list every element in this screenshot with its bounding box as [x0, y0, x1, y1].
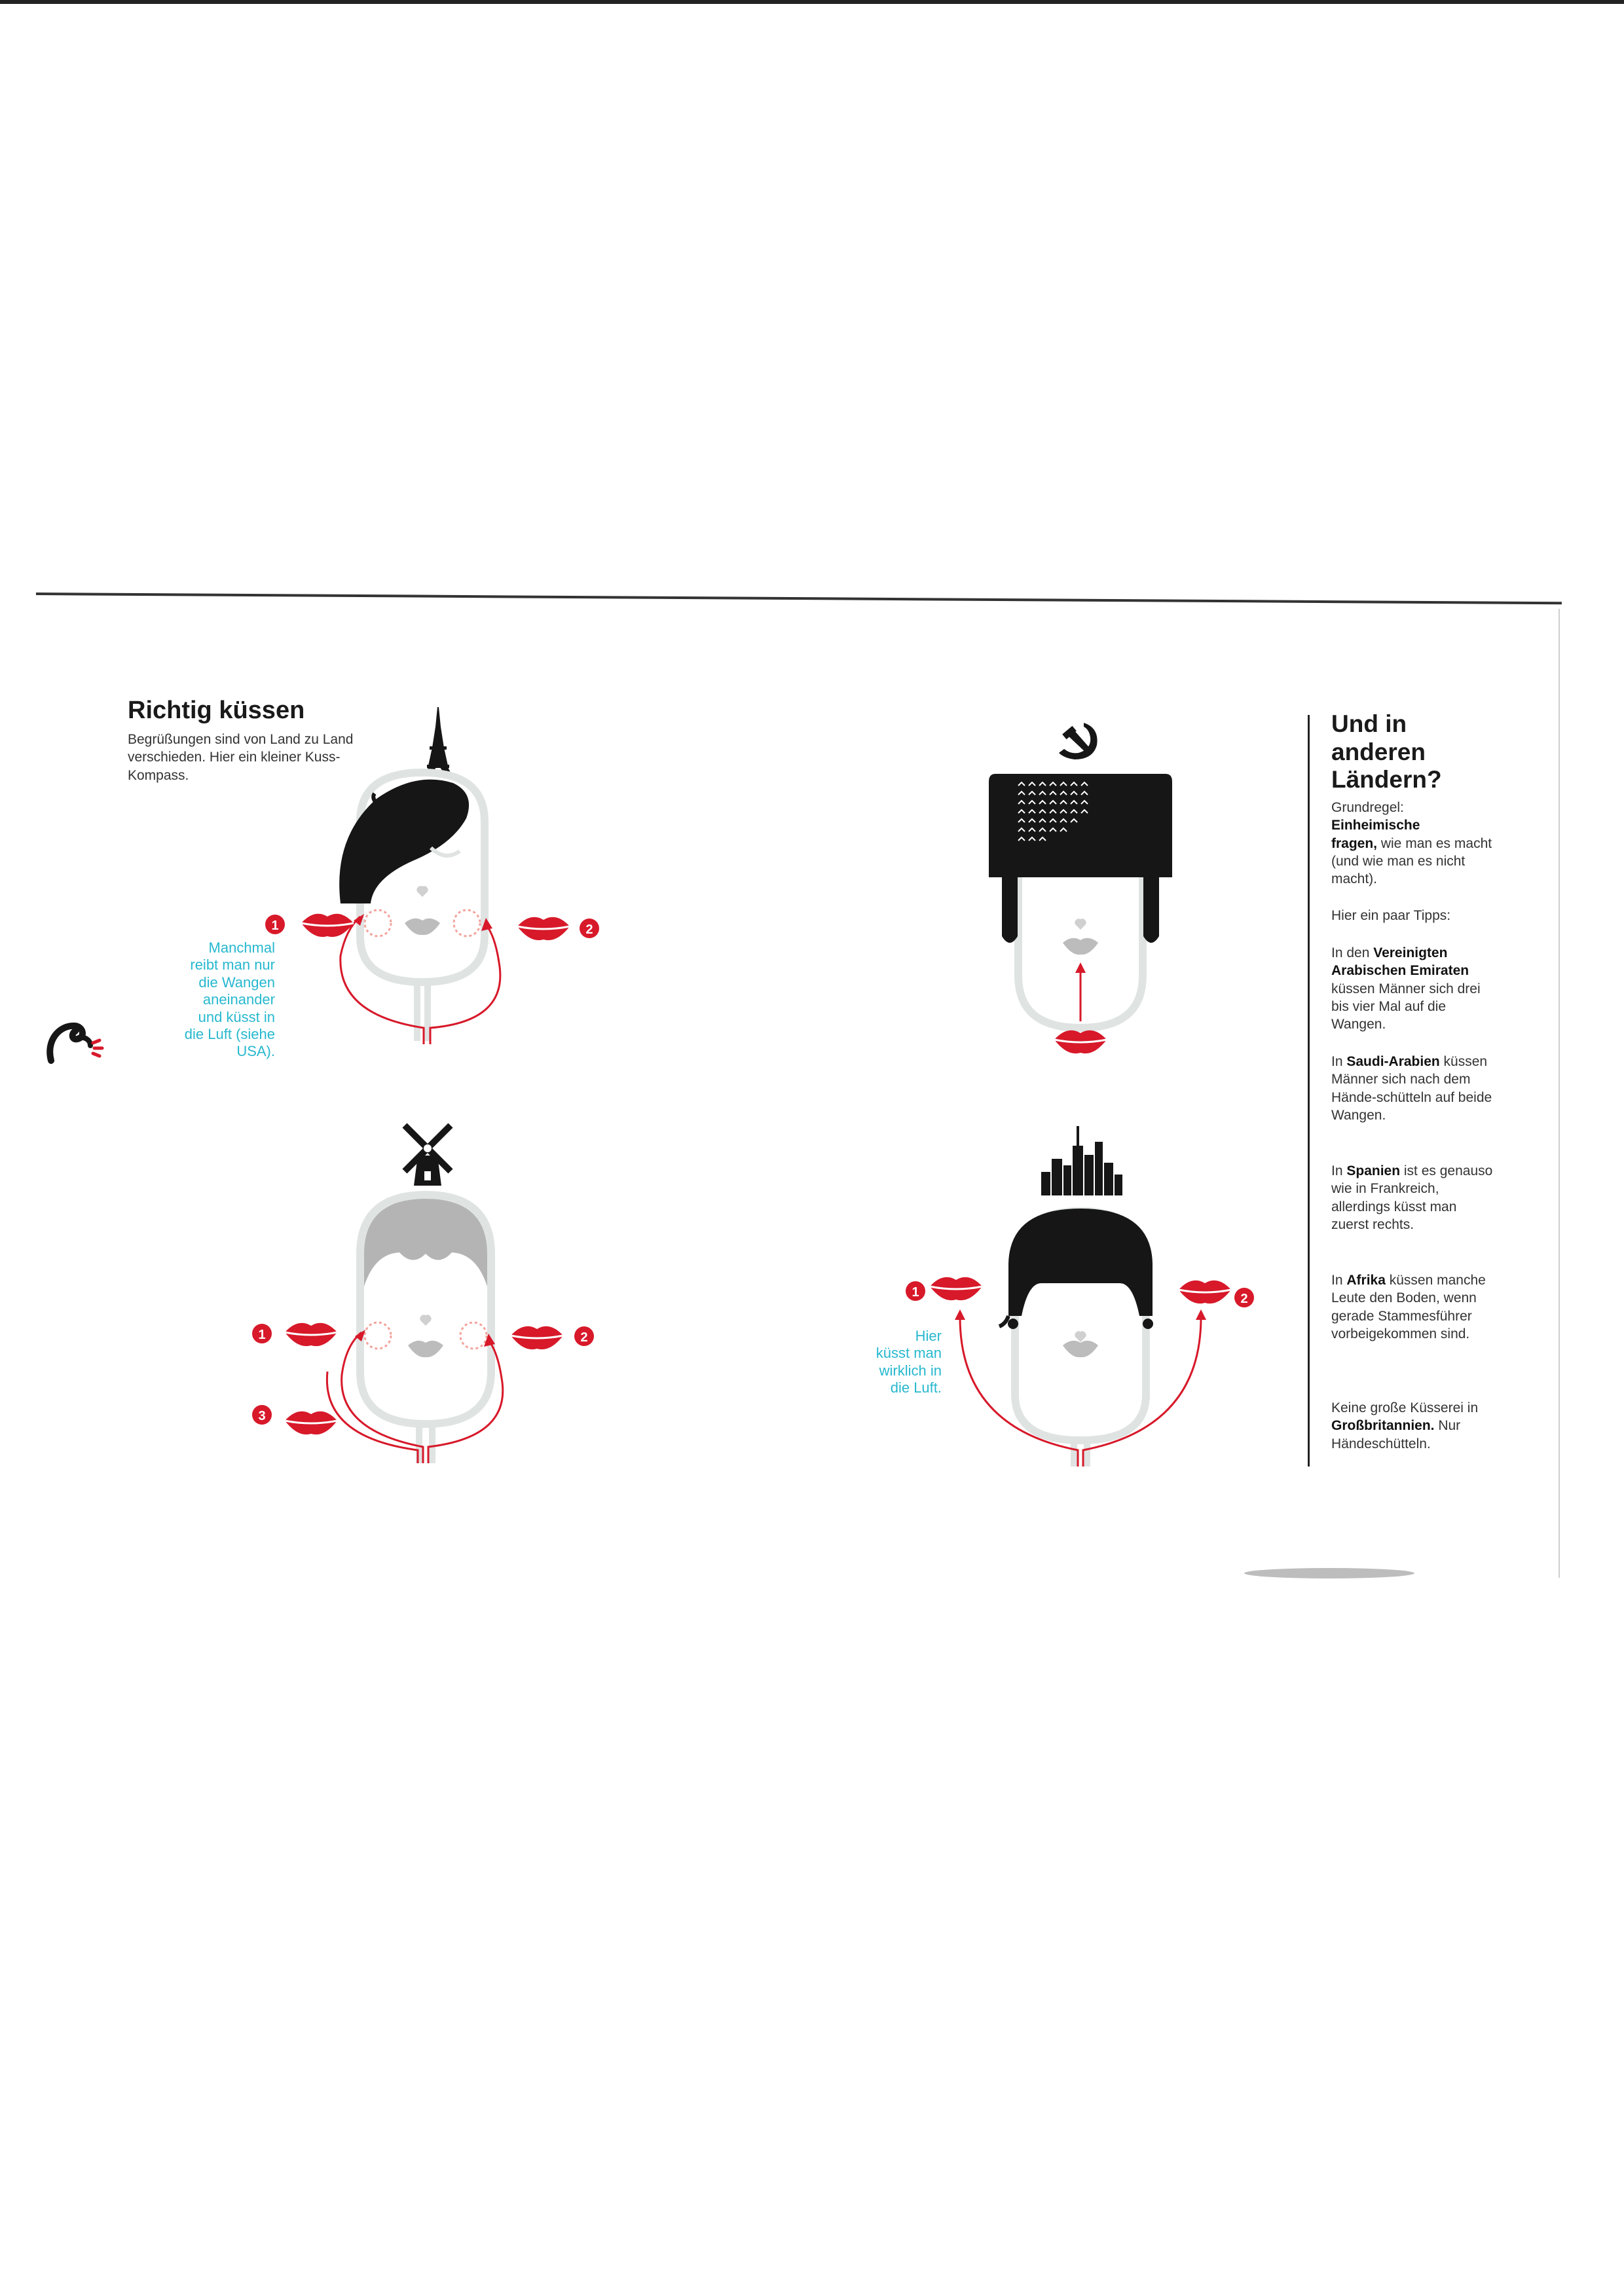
sidebar-tips-intro: Hier ein paar Tipps:	[1331, 908, 1451, 923]
hammer-sickle-icon	[1059, 723, 1098, 759]
number-2-text: 2	[1240, 1292, 1248, 1306]
note-line: die Luft (siehe	[184, 1025, 275, 1042]
sidebar-title	[1331, 710, 1528, 794]
note-line: die Luft.	[890, 1379, 942, 1396]
number-2-text: 2	[585, 922, 593, 937]
number-1-text: 1	[271, 919, 279, 933]
page-subtitle: Begrüßungen sind von Land zu Land verschieden. Hier ein kleiner Kuss-Kompass.	[128, 732, 354, 783]
tip-country: Vereinigten Arabischen Emiraten	[1331, 945, 1469, 979]
tip-country: Spanien	[1346, 1163, 1401, 1178]
tip-text: In	[1331, 1273, 1347, 1288]
earring-right	[1143, 1319, 1153, 1329]
sidebar-rule	[1331, 799, 1495, 888]
note-line: aneinander	[202, 991, 275, 1008]
kiss-lips-left	[930, 1277, 982, 1300]
tip-text: In	[1331, 1054, 1347, 1069]
figure-russia	[969, 714, 1192, 1067]
tip-country: Saudi-Arabien	[1346, 1054, 1440, 1069]
sidebar-title-line: Ländern?	[1331, 766, 1442, 793]
kiss-lips-lower	[285, 1412, 337, 1434]
number-3-text: 3	[258, 1409, 266, 1423]
note-line: Manchmal	[208, 939, 275, 956]
note-line: USA).	[236, 1043, 275, 1060]
kiss-lips-right	[511, 1326, 563, 1349]
eiffel-tower-icon	[423, 707, 453, 778]
earring-left	[1008, 1319, 1018, 1329]
sidebar-tip-spain	[1331, 1162, 1495, 1233]
note-line: und küsst in	[198, 1008, 275, 1025]
tip-text: küssen Männer sich nach dem Hände-schütteln auf beide Wangen.	[1331, 1054, 1492, 1123]
kiss-lips-bottom	[1054, 1030, 1107, 1053]
sidebar-title-line: Und in	[1331, 710, 1407, 737]
sidebar-tip-saudi	[1331, 1053, 1495, 1124]
sidebar-tip-africa	[1331, 1271, 1495, 1343]
note-line: die Wangen	[198, 974, 275, 991]
scan-top-edge	[0, 0, 1624, 4]
kiss-lips-left	[301, 914, 354, 937]
number-1-text: 1	[258, 1328, 266, 1342]
kiss-lips-right	[1179, 1281, 1231, 1303]
tip-text: Nur Händeschütteln.	[1331, 1418, 1461, 1451]
sidebar-tip-uk	[1331, 1399, 1495, 1453]
page-title: Richtig küssen	[128, 697, 305, 724]
sidebar-divider	[1308, 715, 1310, 1467]
note-line: küsst man	[876, 1345, 942, 1362]
kiss-lips-right	[517, 917, 570, 940]
tip-text: ist es genauso wie in Frankreich, allerdings küsst man zuerst rechts.	[1331, 1163, 1493, 1232]
note-line: Hier	[915, 1328, 942, 1344]
sidebar-title-line: anderen	[1331, 738, 1426, 765]
tip-text: In	[1331, 1163, 1347, 1178]
page-fold-shadow	[1244, 1568, 1414, 1578]
tip-country: Afrika	[1346, 1273, 1386, 1288]
tip-text: küssen Männer sich drei bis vier Mal auf die Wangen.	[1331, 981, 1481, 1032]
windmill-icon	[405, 1125, 451, 1186]
figure-france	[255, 707, 609, 1054]
tip-text: küssen manche Leute den Boden, wenn gerade Stammesführer vorbeigekommen sind.	[1331, 1273, 1486, 1341]
kiss-margin-icon	[39, 1011, 111, 1070]
note-line: wirklich in	[879, 1362, 942, 1379]
rule-bold: Einheimische	[1331, 818, 1420, 833]
number-1-text: 1	[912, 1285, 919, 1300]
note-air-kiss	[845, 1328, 942, 1397]
kiss-lips-left	[285, 1323, 337, 1346]
page-right-edge	[1559, 609, 1560, 1578]
note-line: reibt man nur	[190, 957, 275, 974]
rule-text: wie man es macht (und wie man es nicht macht).	[1331, 835, 1492, 887]
rule-bold-2: fragen,	[1331, 835, 1378, 851]
number-2-text: 2	[580, 1330, 588, 1345]
figure-netherlands	[242, 1116, 609, 1470]
rule-label: Grundregel:	[1331, 800, 1404, 815]
tip-text: In den	[1331, 945, 1374, 960]
note-cheek-rub	[151, 939, 275, 1061]
tip-text: Keine große Küsserei in	[1331, 1400, 1479, 1415]
sidebar-tip-uae	[1331, 944, 1495, 1033]
tip-country: Großbritannien.	[1331, 1418, 1435, 1434]
figure-usa	[897, 1120, 1264, 1473]
skyline-icon	[1041, 1126, 1122, 1195]
